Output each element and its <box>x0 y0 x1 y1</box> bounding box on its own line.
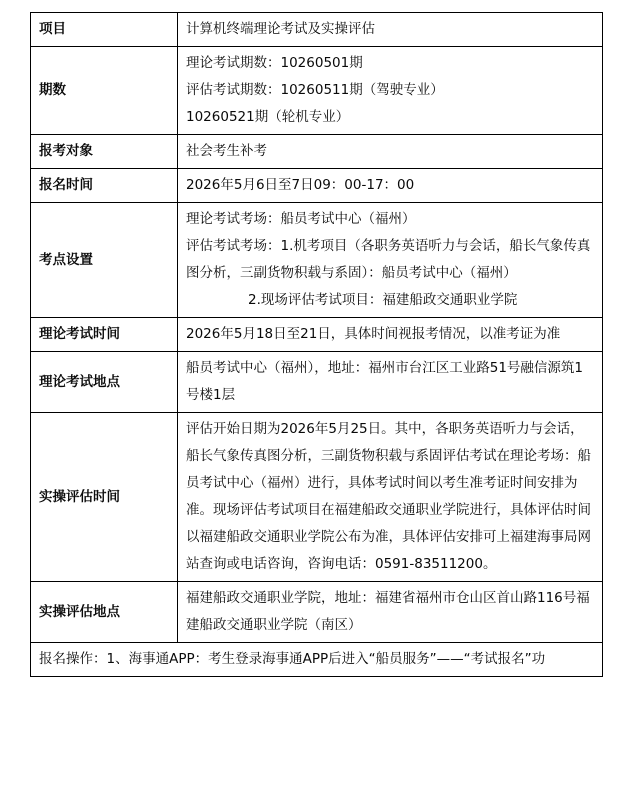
value-line: 社会考生补考 <box>186 143 267 159</box>
row-label: 报名时间 <box>31 169 178 203</box>
registration-steps-cell <box>31 643 603 677</box>
row-value <box>178 413 603 582</box>
table-row <box>31 203 603 318</box>
value-line: 2026年5月18日至21日，具体时间视报考情况，以准考证为准 <box>186 326 561 342</box>
row-value <box>178 582 603 643</box>
table-row <box>31 13 603 47</box>
row-value <box>178 47 603 135</box>
row-value <box>178 135 603 169</box>
registration-steps-text: 1、海事通APP：考生登录海事通APP后进入“船员服务”——“考试报名”功 <box>106 651 546 667</box>
row-label: 实操评估时间 <box>31 413 178 582</box>
registration-steps-line <box>39 646 594 673</box>
value-line: 2026年5月6日至7日09：00-17：00 <box>186 177 415 193</box>
registration-steps-label: 报名操作： <box>39 651 107 667</box>
row-label: 实操评估地点 <box>31 582 178 643</box>
table-row <box>31 582 603 643</box>
table-row <box>31 47 603 135</box>
value-line: 理论考试期数：10260501期 <box>186 55 363 71</box>
row-value <box>178 352 603 413</box>
value-line: 船员考试中心（福州），地址：福州市台江区工业路51号融信源筑1号楼1层 <box>186 360 584 403</box>
table-row <box>31 413 603 582</box>
table-row-partial <box>31 643 603 677</box>
table-row <box>31 318 603 352</box>
table-row <box>31 135 603 169</box>
row-label: 理论考试地点 <box>31 352 178 413</box>
value-line: 评估考试期数：10260511期（驾驶专业） <box>186 82 444 98</box>
exam-info-table <box>30 12 603 677</box>
value-line-text: 2.现场评估考试项目：福建船政交通职业学院 <box>248 292 518 308</box>
row-label: 项目 <box>31 13 178 47</box>
row-label: 期数 <box>31 47 178 135</box>
row-label: 理论考试时间 <box>31 318 178 352</box>
row-value <box>178 169 603 203</box>
row-value <box>178 318 603 352</box>
value-line: 评估考试考场：1.机考项目（各职务英语听力与会话，船长气象传真图分析，三副货物积载与系固）：船员考试中心（福州） <box>186 238 591 281</box>
row-value <box>178 203 603 318</box>
table-body <box>31 13 603 677</box>
row-label: 考点设置 <box>31 203 178 318</box>
row-value <box>178 13 603 47</box>
table-row <box>31 352 603 413</box>
value-line <box>186 287 594 314</box>
row-label: 报考对象 <box>31 135 178 169</box>
value-line: 计算机终端理论考试及实操评估 <box>186 21 375 37</box>
table-row <box>31 169 603 203</box>
value-line: 评估开始日期为2026年5月25日。其中，各职务英语听力与会话，船长气象传真图分析，三副货物积载与系固评估考试在理论考场：船员考试中心（福州）进行，具体考试时间以考生准考证时间安排为准。现场评估考试项目在福建船政交通职业学院进行，具体评估时间以福建船政交通职业学院公布为准，具体评估安排可上福建海事局网站查询或电话咨询，咨询电话：0591-83511200。 <box>186 421 591 572</box>
value-line: 10260521期（轮机专业） <box>186 109 350 125</box>
value-line: 福建船政交通职业学院，地址：福建省福州市仓山区首山路116号福建船政交通职业学院（南区） <box>186 590 590 633</box>
value-line: 理论考试考场：船员考试中心（福州） <box>186 211 416 227</box>
